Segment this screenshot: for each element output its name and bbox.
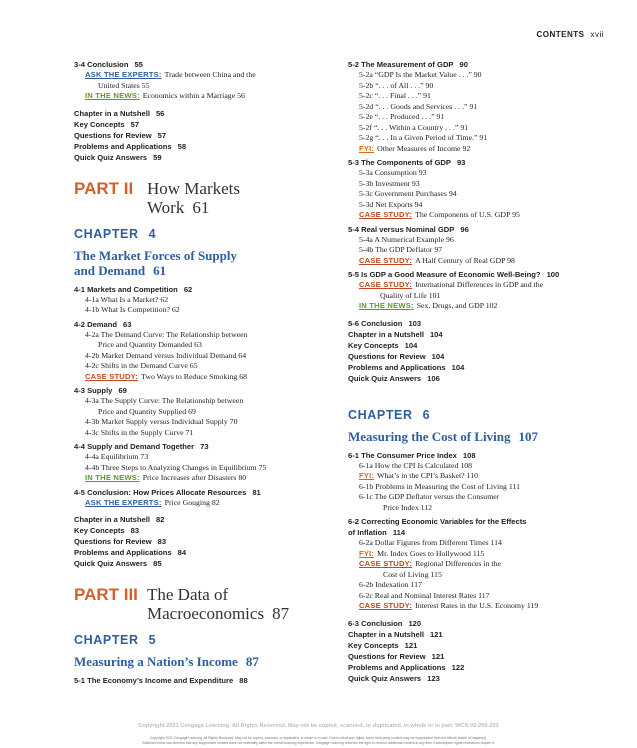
toc-section[interactable]: 4-3 Supply 69 — [74, 386, 127, 395]
toc-section[interactable]: 5-3 The Components of GDP 93 — [348, 158, 466, 167]
toc-subsection-continued: Price and Quantity Supplied 69 — [98, 406, 196, 416]
part-heading[interactable] — [74, 179, 334, 217]
header-label: CONTENTS — [536, 30, 585, 39]
toc-subsection[interactable]: 5-4a A Numerical Example 96 — [359, 234, 454, 244]
toc-section[interactable]: 4-5 Conclusion: How Prices Allocate Resources 81 — [74, 487, 261, 497]
toc-subsection[interactable]: 4-4a Equilibrium 73 — [85, 452, 149, 461]
toc-end-item[interactable]: Problems and Applications 104 — [348, 362, 465, 372]
toc-subsection-continued: Price Index 112 — [383, 502, 433, 512]
toc-end-item[interactable]: Chapter in a Nutshell 56 — [74, 108, 165, 118]
toc-subsection[interactable]: 4-1a What Is a Market? 62 — [85, 294, 169, 304]
chapter-title[interactable]: The Market Forces of Supply and Demand 61 — [74, 247, 237, 278]
toc-section[interactable]: 6-1 The Consumer Price Index 108 — [348, 450, 476, 460]
toc-end-item[interactable]: Questions for Review 104 — [348, 351, 445, 361]
toc-subsection[interactable]: 6-2a Dollar Figures from Different Times 114 — [359, 538, 502, 547]
feature-in-the-news[interactable]: IN THE NEWS: Sex, Drugs, and GDP 102 — [359, 301, 498, 310]
feature-fyi[interactable]: FYI: Mr. Index Goes to Hollywood 115 — [359, 548, 485, 558]
toc-end-item[interactable]: Quick Quiz Answers 59 — [74, 152, 162, 162]
toc-end-item[interactable]: Questions for Review 83 — [74, 537, 167, 546]
toc-subsection[interactable]: 5-3c Government Purchases 94 — [359, 189, 457, 198]
toc-end-item[interactable]: Quick Quiz Answers 123 — [348, 673, 440, 683]
copyright-fineprint: Copyright 2021 Cengage Learning. All Rights Reserved. May not be copied, scanned, or duplicated, in whole or in part. Due to electronic rights, some third party content may be suppressed from the eBook and/or eChapter(s). Editorial review has deemed that any suppressed content does not materially affect the overall learning experience. Cengage Learning reserves the right to remove additional content at any time if subsequent rights restrictions require it. — [142, 736, 495, 745]
chapter-label: CHAPTER 5 — [74, 633, 157, 647]
feature-case-study[interactable]: CASE STUDY: International Differences in GDP and the — [359, 280, 544, 289]
part-heading[interactable] — [74, 585, 334, 623]
feature-case-study[interactable]: CASE STUDY: The Components of U.S. GDP 95 — [359, 210, 520, 219]
toc-end-item[interactable]: Chapter in a Nutshell 104 — [348, 329, 443, 339]
toc-subsection[interactable]: 4-3a The Supply Curve: The Relationship between — [85, 396, 244, 405]
chapter-label: CHAPTER 4 — [74, 226, 157, 241]
toc-subsection[interactable]: 5-2c “. . . Final . . .” 91 — [359, 91, 431, 100]
feature-continued: Quality of Life 101 — [380, 290, 441, 300]
toc-end-item[interactable]: Chapter in a Nutshell 121 — [348, 629, 443, 639]
toc-subsection-continued: Price and Quantity Demanded 63 — [98, 340, 202, 349]
toc-subsection[interactable]: 5-2b “. . . of All . . .” 90 — [359, 80, 434, 90]
part-label: PART III — [74, 585, 138, 604]
toc-section[interactable]: 4-2 Demand 63 — [74, 319, 132, 329]
feature-ask-experts[interactable]: ASK THE EXPERTS: Trade between China and the — [85, 70, 256, 79]
left-column — [74, 59, 334, 686]
toc-section[interactable]: 4-1 Markets and Competition 62 — [74, 284, 193, 294]
copyright-notice: Copyright 2021 Cengage Learning. All Rights Reserved. May not be copied, scanned, or duplicated, in whole or in part. WCN 02-200-203 — [138, 723, 499, 729]
toc-section-continued: of Inflation 114 — [348, 528, 406, 537]
part-title: How Markets Work 61 — [147, 178, 241, 217]
feature-in-the-news[interactable]: IN THE NEWS: Economics within a Marriage 56 — [85, 91, 245, 100]
toc-end-item[interactable]: Key Concepts 83 — [74, 526, 140, 535]
toc-subsection[interactable]: 6-2b Indexation 117 — [359, 580, 422, 589]
toc-subsection[interactable]: 5-2a “GDP Is the Market Value . . .” 90 — [359, 70, 482, 79]
toc-subsection[interactable]: 5-2d “. . . Goods and Services . . .” 91 — [359, 101, 478, 111]
feature-fyi[interactable]: FYI: Other Measures of Income 92 — [359, 143, 471, 153]
toc-section[interactable]: 4-4 Supply and Demand Together 73 — [74, 442, 209, 451]
toc-subsection[interactable]: 6-1b Problems in Measuring the Cost of Living 111 — [359, 481, 520, 491]
toc-section[interactable]: 6-3 Conclusion 120 — [348, 618, 422, 628]
toc-subsection[interactable]: 5-3d Net Exports 94 — [359, 199, 423, 209]
toc-subsection[interactable]: 4-2b Market Demand versus Individual Demand 64 — [85, 350, 247, 360]
toc-subsection[interactable]: 5-3b Investment 93 — [359, 178, 420, 188]
toc-subsection[interactable]: 6-1a How the CPI Is Calculated 108 — [359, 460, 473, 470]
feature-case-study[interactable]: CASE STUDY: Regional Differences in the — [359, 559, 501, 568]
toc-end-item[interactable]: Quick Quiz Answers 106 — [348, 373, 440, 383]
toc-subsection[interactable]: 4-3c Shifts in the Supply Curve 71 — [85, 427, 194, 437]
toc-end-item[interactable]: Questions for Review 121 — [348, 651, 445, 661]
feature-case-study[interactable]: CASE STUDY: Two Ways to Reduce Smoking 68 — [85, 371, 247, 381]
feature-fyi[interactable]: FYI: What’s in the CPI’s Basket? 110 — [359, 471, 478, 480]
toc-end-item[interactable]: Key Concepts 121 — [348, 640, 418, 650]
toc-subsection[interactable]: 4-2a The Demand Curve: The Relationship between — [85, 329, 248, 339]
toc-subsection[interactable]: 5-2f “. . . Within a Country . . .” 91 — [359, 122, 469, 132]
chapter-label: CHAPTER 6 — [348, 407, 431, 422]
feature-continued: Cost of Living 115 — [383, 569, 442, 579]
toc-subsection[interactable]: 4-2c Shifts in the Demand Curve 65 — [85, 361, 198, 370]
toc-end-item[interactable]: Questions for Review 57 — [74, 130, 167, 140]
toc-section[interactable]: 3-4 Conclusion 55 — [74, 60, 143, 69]
chapter-title[interactable]: Measuring the Cost of Living 107 — [348, 428, 538, 444]
toc-subsection[interactable]: 5-2e “. . . Produced . . .” 91 — [359, 112, 445, 121]
chapter-title[interactable]: Measuring a Nation’s Income 87 — [74, 654, 259, 669]
toc-subsection[interactable]: 6-1c The GDP Deflator versus the Consumer — [359, 492, 500, 501]
feature-case-study[interactable]: CASE STUDY: Interest Rates in the U.S. Economy 119 — [359, 601, 539, 610]
toc-end-item[interactable]: Key Concepts 57 — [74, 119, 140, 129]
toc-subsection[interactable]: 4-1b What Is Competition? 62 — [85, 305, 180, 314]
toc-section[interactable]: 6-2 Correcting Economic Variables for the Effects — [348, 517, 527, 526]
feature-continued: United States 55 — [98, 80, 150, 90]
toc-end-item[interactable]: Chapter in a Nutshell 82 — [74, 515, 165, 524]
toc-end-item[interactable]: Problems and Applications 122 — [348, 662, 465, 672]
toc-end-item[interactable]: Problems and Applications 84 — [74, 548, 187, 557]
toc-subsection[interactable]: 4-4b Three Steps to Analyzing Changes in Equilibrium 75 — [85, 462, 267, 472]
toc-section[interactable]: 5-4 Real versus Nominal GDP 96 — [348, 224, 469, 234]
toc-section[interactable]: 5-5 Is GDP a Good Measure of Economic Well-Being? 100 — [348, 270, 560, 279]
toc-end-item[interactable]: Key Concepts 104 — [348, 340, 418, 350]
running-header — [536, 30, 604, 39]
feature-case-study[interactable]: CASE STUDY: A Half Century of Real GDP 98 — [359, 255, 515, 265]
part-title: The Data of Macroeconomics 87 — [147, 585, 290, 623]
part-label: PART II — [74, 178, 134, 198]
toc-section[interactable]: 5-2 The Measurement of GDP 90 — [348, 60, 468, 69]
feature-ask-experts[interactable]: ASK THE EXPERTS: Price Gouging 82 — [85, 497, 220, 507]
toc-end-item[interactable]: Problems and Applications 58 — [74, 141, 187, 151]
header-page-number: xvii — [590, 30, 604, 39]
toc-subsection[interactable]: 5-4b The GDP Deflator 97 — [359, 245, 443, 254]
right-column — [348, 59, 610, 684]
toc-subsection[interactable]: 5-3a Consumption 93 — [359, 168, 427, 177]
feature-in-the-news[interactable]: IN THE NEWS: Price Increases after Disasters 80 — [85, 473, 247, 482]
toc-subsection[interactable]: 4-3b Market Supply versus Individual Supply 70 — [85, 417, 238, 426]
toc-end-item[interactable]: Quick Quiz Answers 85 — [74, 559, 162, 568]
toc-subsection[interactable]: 5-2g “. . . In a Given Period of Time.” 91 — [359, 133, 488, 142]
toc-subsection[interactable]: 6-2c Real and Nominal Interest Rates 117 — [359, 590, 490, 600]
toc-section[interactable]: 5-1 The Economy’s Income and Expenditure 88 — [74, 676, 248, 685]
toc-section[interactable]: 5-6 Conclusion 103 — [348, 318, 422, 328]
